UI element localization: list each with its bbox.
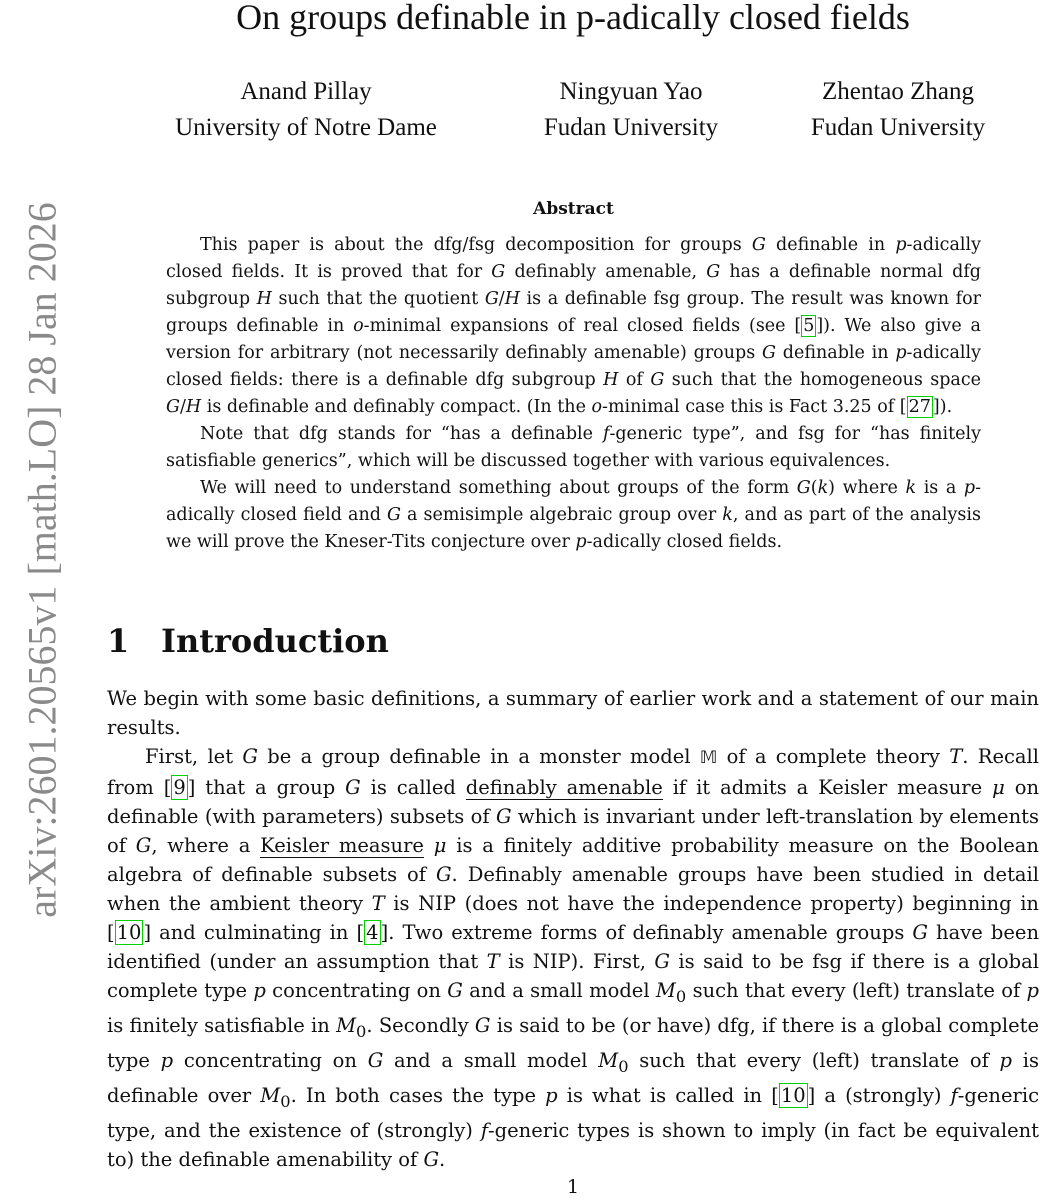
citation-link[interactable]: 10 (116, 921, 142, 944)
citation-link[interactable]: 27 (908, 397, 931, 417)
paper-title: On groups definable in p-adically closed fields (236, 0, 910, 37)
author-affiliation: Fudan University (810, 114, 986, 141)
author-affiliation: University of Notre Dame (175, 114, 437, 141)
author-3 (811, 74, 985, 146)
abstract-heading: Abstract (533, 199, 614, 219)
page-number: 1 (566, 1176, 580, 1198)
citation-link[interactable]: 10 (780, 1083, 806, 1107)
section-body (107, 684, 1039, 1174)
citation-link[interactable]: 5 (803, 316, 815, 336)
body-paragraph: First, let G be a group definable in a monster model 𝕄 of a complete theory T. Recall from [ 9 ] that a group G is called definably amenable if it admits a Keisler measure μ on definable (with parameters) subsets of G which is invariant under left-translation by elements of G, where a Keisler measure μ is a finitely additive probability measure on the Boolean algebra of definable subsets of G. Definably amenable groups have been studied in detail when the ambient theory T is NIP (does not have the independence property) beginning in [ 10 ] and culminating in [ 4 ]. Two extreme forms of definably amenable groups G have been identified (under an assumption that T is NIP). First, G is said to be fsg if there is a global complete type p concentrating on G and a small model $M_0$ such that every (left) translate of p is finitely satisfiable in $M_0$. Secondly G is said to be (or have) dfg, if there is a global complete type p concentrating on G and a small model $M_0$ such that every (left) translate of p is definable over $M_0$. In both cases the type p is what is called in [ 10 ] a (strongly) f-generic type, and the existence of (strongly) f-generic types is shown to imply (in fact be equivalent to) the definable amenability of G. (107, 745, 1040, 1171)
author-name: Zhentao Zhang (821, 78, 975, 105)
author-name: Ningyuan Yao (559, 78, 703, 105)
abstract-paragraph: Note that dfg stands for “has a definable f-generic type”, and fsg for “has finitely satisfiable generics”, which will be discussed together with various equivalences. (166, 424, 981, 471)
body-paragraph: We begin with some basic definitions, a summary of earlier work and a statement of our main results. (107, 687, 1039, 739)
abstract-paragraph: We will need to understand something about groups of the form G(k) where k is a p-adically closed field and G a semisimple algebraic group over k, and as part of the analysis we will prove the Kneser-Tits conjecture over p-adically closed fields. (166, 478, 981, 552)
author-name: Anand Pillay (240, 78, 372, 105)
author-1 (175, 74, 437, 146)
arxiv-stamp: arXiv:2601.20565v1 [math.LO] 28 Jan 2026 (19, 202, 65, 918)
author-2 (544, 74, 718, 146)
section-heading (107, 622, 389, 660)
abstract-paragraph: This paper is about the dfg/fsg decomposition for groups G definable in p-adically closed fields. It is proved that for G definably amenable, G has a definable normal dfg subgroup H such that the quotient G/H is a definable fsg group. The result was known for groups definable in o-minimal expansions of real closed fields (see [ 5 ]). We also give a version for arbitrary (not necessarily definably amenable) groups G definable in p-adically closed fields: there is a definable dfg subgroup H of G such that the homogeneous space G/H is definable and definably compact. (In the o-minimal case this is Fact 3.25 of [ 27 ]). (166, 235, 982, 417)
author-affiliation: Fudan University (543, 114, 719, 141)
citation-link[interactable]: 9 (173, 776, 186, 799)
abstract (166, 232, 981, 556)
section-number: 1 (107, 622, 130, 660)
section-title: Introduction (161, 622, 389, 660)
citation-link[interactable]: 4 (366, 921, 379, 944)
